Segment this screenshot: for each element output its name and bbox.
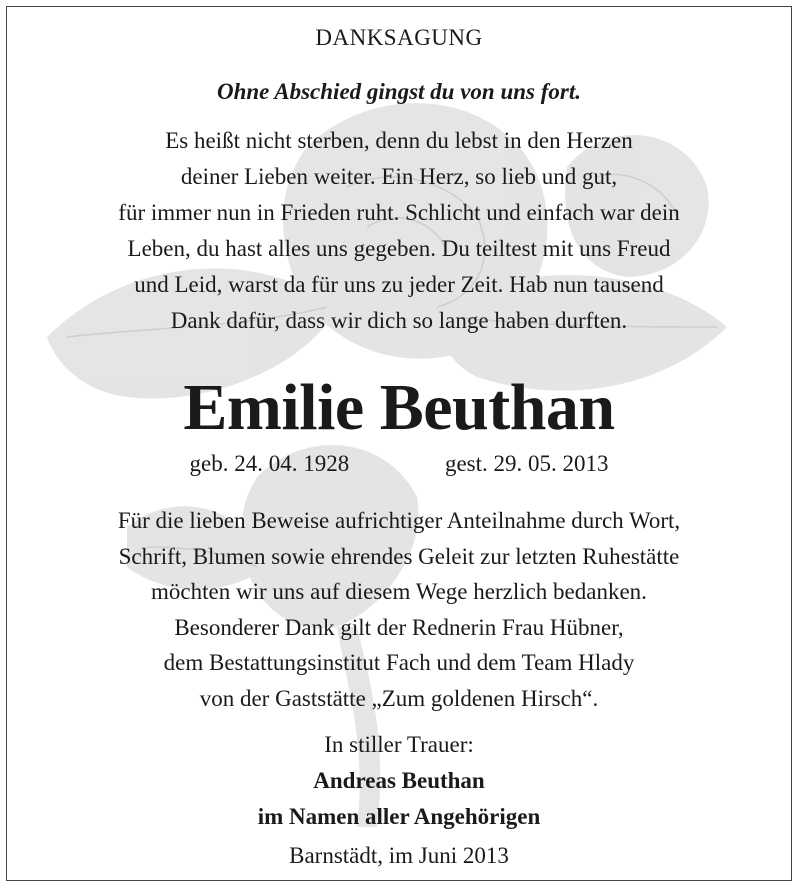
thanks-line: von der Gaststätte „Zum goldenen Hirsch“. xyxy=(199,685,599,711)
place-date: Barnstädt, im Juni 2013 xyxy=(289,843,509,868)
thanks-line: dem Bestattungsinstitut Fach und dem Team Hlady xyxy=(163,650,635,675)
poem-line: Leben, du hast alles uns gegeben. Du teiltest mit uns Freud xyxy=(127,236,671,261)
mourning-intro: In stiller Trauer: xyxy=(324,732,474,757)
thanks-block xyxy=(7,503,791,716)
poem-line: Es heißt nicht sterben, denn du lebst in den Herzen xyxy=(165,128,633,153)
death-date: gest. 29. 05. 2013 xyxy=(444,451,609,476)
life-dates xyxy=(7,451,791,477)
thanks-line: Besonderer Dank gilt der Rednerin Frau Hübner, xyxy=(174,614,624,640)
signatory-name: Andreas Beuthan xyxy=(313,768,485,793)
poem-line: für immer nun in Frieden ruht. Schlicht und einfach war dein xyxy=(118,200,680,225)
obituary-card xyxy=(6,6,792,881)
poem-line: und Leid, warst da für uns zu jeder Zeit. Hab nun tausend xyxy=(134,272,664,297)
notice-heading: DANKSAGUNG xyxy=(315,25,483,50)
mourning-block xyxy=(7,727,791,835)
signatory-note: im Namen aller Angehörigen xyxy=(257,804,541,829)
notice-subtitle: Ohne Abschied gingst du von uns fort. xyxy=(216,79,582,104)
birth-date: geb. 24. 04. 1928 xyxy=(189,451,350,476)
poem-line: Dank dafür, dass wir dich so lange haben durften. xyxy=(170,308,628,333)
thanks-line: Schrift, Blumen sowie ehrendes Geleit zur letzten Ruhestätte xyxy=(118,543,680,569)
deceased-name: Emilie Beuthan xyxy=(183,371,615,444)
thanks-line: möchten wir uns auf diesem Wege herzlich bedanken. xyxy=(151,579,647,604)
poem-line: deiner Lieben weiter. Ein Herz, so lieb und gut, xyxy=(180,164,618,189)
thanks-line: Für die lieben Beweise aufrichtiger Anteilnahme durch Wort, xyxy=(117,508,681,533)
poem-block xyxy=(7,123,791,339)
